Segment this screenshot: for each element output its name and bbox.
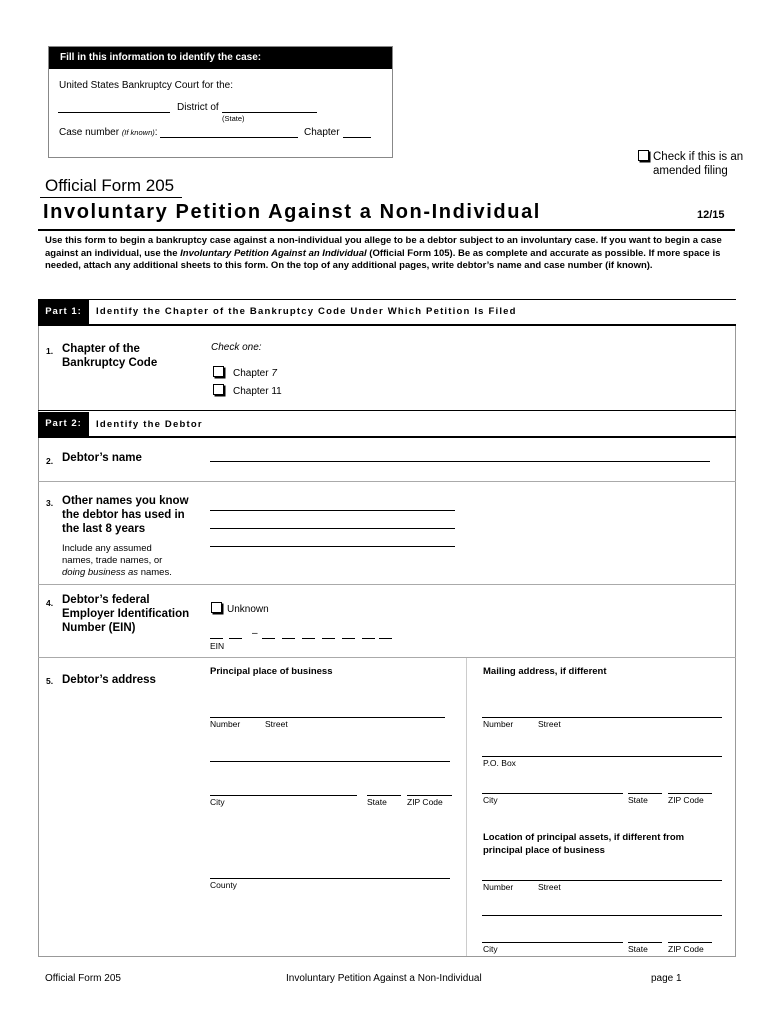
ein-dash: –	[252, 628, 258, 639]
case-number-label: Case number (If known):	[59, 127, 158, 138]
location-state-cap: State	[628, 944, 648, 954]
part1-tag: Part 1:	[38, 300, 89, 324]
part2-top-rule	[38, 410, 736, 411]
principal-zip-field[interactable]	[407, 795, 452, 796]
q1-label: Chapter of the Bankruptcy Code	[62, 343, 158, 369]
principal-street-field[interactable]	[210, 717, 445, 718]
chapter-7-checkbox[interactable]	[213, 366, 224, 377]
address-column-divider	[466, 658, 467, 956]
case-number-hint: (If known)	[121, 128, 155, 137]
form-edition: 12/15	[697, 209, 725, 221]
check-one: Check one:	[211, 342, 262, 353]
form-name-underline	[40, 197, 182, 198]
chapter-label: Chapter	[304, 127, 340, 138]
mailing-city-cap: City	[483, 795, 498, 805]
part1-title: Identify the Chapter of the Bankruptcy Code Under Which Petition Is Filed	[96, 306, 517, 317]
mailing-zip-field[interactable]	[668, 793, 712, 794]
mailing-po-box-field[interactable]	[482, 756, 722, 757]
part1-top-rule	[38, 299, 736, 300]
chapter-field[interactable]	[343, 137, 371, 138]
location-zip-cap: ZIP Code	[668, 944, 704, 954]
location-street2-field[interactable]	[482, 915, 722, 916]
q4-divider	[38, 657, 736, 658]
location-state-field[interactable]	[628, 942, 662, 943]
principal-state-field[interactable]	[367, 795, 401, 796]
part2-tag: Part 2:	[38, 412, 89, 436]
q3-divider	[38, 584, 736, 585]
other-name-field-1[interactable]	[210, 510, 455, 511]
footer-form-name: Official Form 205	[45, 973, 121, 984]
location-number-cap: Number	[483, 882, 514, 892]
state-caption: (State)	[222, 114, 245, 123]
mailing-street-cap: Street	[538, 719, 561, 729]
county-cap: County	[210, 880, 237, 890]
county-field[interactable]	[210, 878, 450, 879]
title-rule	[38, 229, 735, 231]
part2-title: Identify the Debtor	[96, 419, 203, 430]
q5-label: Debtor’s address	[62, 674, 156, 686]
principal-street-cap: Street	[265, 719, 288, 729]
location-header: Location of principal assets, if different from principal place of business	[483, 832, 685, 856]
ein-unknown-checkbox[interactable]	[211, 602, 222, 613]
location-street-field[interactable]	[482, 880, 722, 881]
mailing-city-field[interactable]	[482, 793, 623, 794]
principal-zip-cap: ZIP Code	[407, 797, 443, 807]
q2-divider	[38, 481, 736, 482]
part2-bottom-rule	[38, 436, 736, 438]
location-city-field[interactable]	[482, 942, 623, 943]
location-zip-field[interactable]	[668, 942, 712, 943]
principal-street2-field[interactable]	[210, 761, 450, 762]
debtor-name-field[interactable]	[210, 461, 710, 462]
ein-unknown-label: Unknown	[227, 604, 269, 615]
principal-state-cap: State	[367, 797, 387, 807]
chapter-7-label: Chapter 7	[233, 368, 277, 379]
mailing-zip-cap: ZIP Code	[668, 795, 704, 805]
q3-note: Include any assumed names, trade names, or doing business as names.	[62, 543, 172, 578]
case-number-field[interactable]	[160, 137, 298, 138]
mailing-state-field[interactable]	[628, 793, 662, 794]
q4-number: 4.	[46, 598, 54, 608]
district-label: District of	[177, 102, 219, 113]
district-field[interactable]	[222, 112, 317, 113]
q3-label: Other names you know the debtor has used in the last 8 years	[62, 495, 189, 535]
q1-number: 1.	[46, 346, 54, 356]
amended-checkbox[interactable]	[638, 150, 649, 161]
q3-number: 3.	[46, 498, 54, 508]
principal-city-field[interactable]	[210, 795, 357, 796]
case-info-box	[48, 46, 393, 158]
mailing-street-field[interactable]	[482, 717, 722, 718]
form-name: Official Form 205	[45, 176, 175, 195]
form-title: Involuntary Petition Against a Non-Individual	[43, 201, 541, 223]
principal-city-cap: City	[210, 797, 225, 807]
case-info-header: Fill in this information to identify the case:	[49, 47, 392, 69]
footer-page-number: page 1	[651, 973, 682, 984]
q2-number: 2.	[46, 456, 54, 466]
location-street-cap: Street	[538, 882, 561, 892]
principal-header: Principal place of business	[210, 666, 333, 677]
form-intro: Use this form to begin a bankruptcy case against a non-individual you allege to be a debtor subject to an involuntary case. If you want to begin a case against an individual, use the Involuntary Petition Against an Individual (Official Form 105). Be as complete and accurate as possible. If more space is needed, attach any additional sheets to this form. On the top of any additional pages, write debtor’s name and case number (if known).	[45, 235, 722, 271]
footer-title: Involuntary Petition Against a Non-Individual	[286, 973, 482, 984]
mailing-number-cap: Number	[483, 719, 514, 729]
mailing-state-cap: State	[628, 795, 648, 805]
chapter-11-label: Chapter 11	[233, 386, 282, 397]
principal-number-cap: Number	[210, 719, 241, 729]
amended-label: Check if this is an amended filing	[653, 151, 744, 177]
mailing-header: Mailing address, if different	[483, 666, 607, 677]
q2-label: Debtor’s name	[62, 452, 142, 464]
q4-label: Debtor’s federal Employer Identification Number (EIN)	[62, 594, 190, 634]
other-name-field-3[interactable]	[210, 546, 455, 547]
court-line: United States Bankruptcy Court for the:	[59, 80, 233, 91]
chapter-11-checkbox[interactable]	[213, 384, 224, 395]
court-field[interactable]	[58, 112, 170, 113]
mailing-po-box-cap: P.O. Box	[483, 758, 516, 768]
other-name-field-2[interactable]	[210, 528, 455, 529]
location-city-cap: City	[483, 944, 498, 954]
q5-number: 5.	[46, 676, 54, 686]
ein-caption: EIN	[210, 641, 225, 651]
